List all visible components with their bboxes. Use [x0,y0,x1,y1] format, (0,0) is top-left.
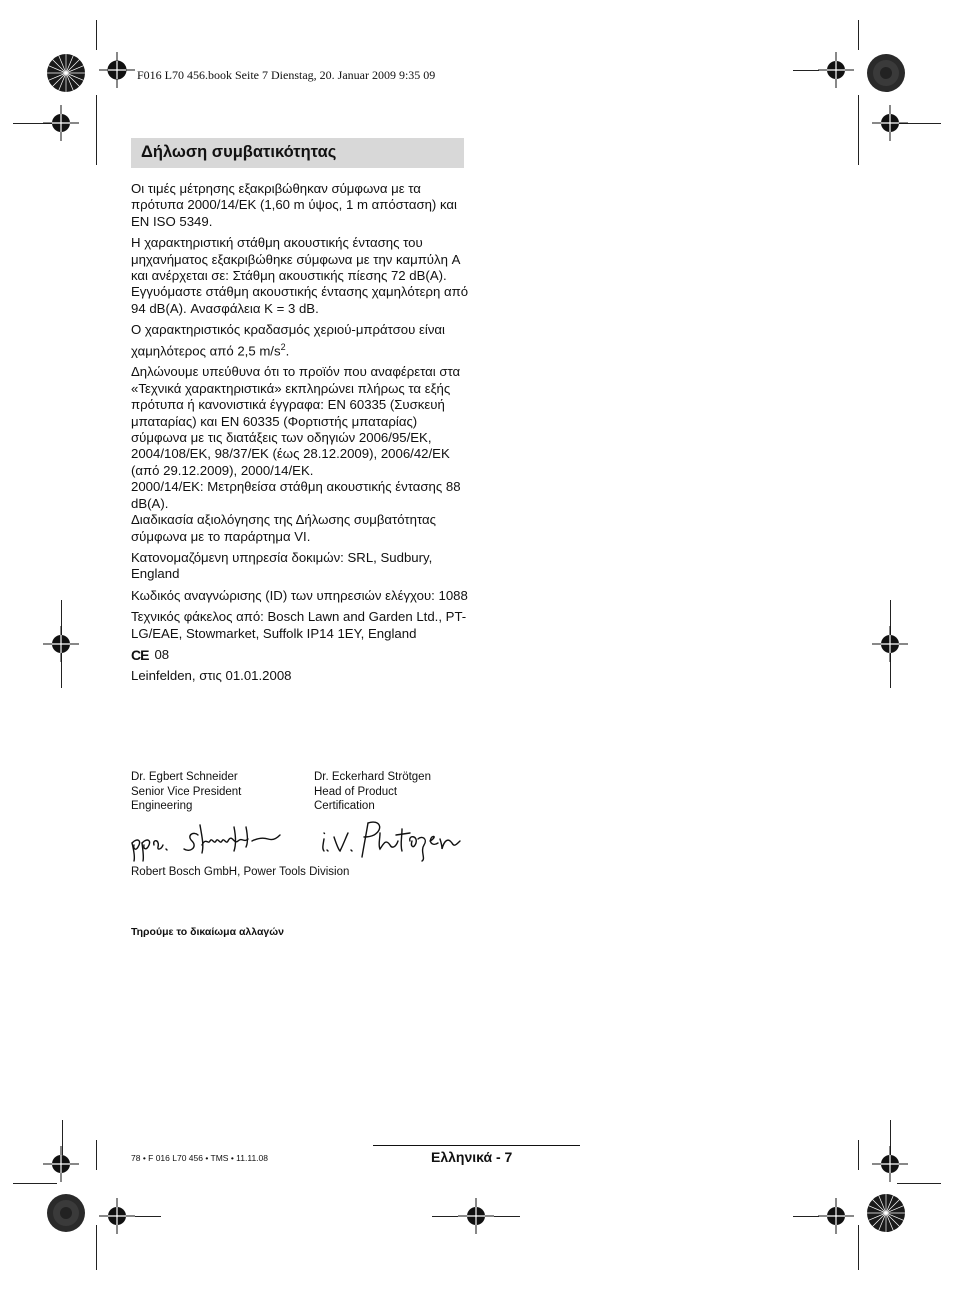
paragraph-test-id: Κωδικός αναγνώρισης (ID) των υπηρεσιών ελέγχου: 1088 [131,587,468,603]
paragraph-measurement: Οι τιμές μέτρησης εξακριβώθηκαν σύμφωνα με τα πρότυπα 2000/14/ΕΚ (1,60 m ύψος, 1 m απόσταση) και EN ISO 5349. [131,181,457,229]
radial-color-target-icon [46,53,86,93]
signature-2-image [318,815,464,863]
registration-crosshair-icon [872,1146,908,1182]
paragraph-conformity: Δηλώνουμε υπεύθυνα ότι το προϊόν που αναφέρεται στα «Τεχνικά χαρακτηριστικά» εκπληρώνει πλήρως τα εξής πρότυπα ή κανονιστικά έγγραφα: EN 60335 (Συσκευή μπαταρίας) και EN 60335 (Φορτιστής μπαταρίας) σύμφωνα με τις διατάξεις των οδηγιών 2006/95/ΕΚ, 2004/108/ΕΚ, 98/37/ΕΚ (έως 28.12.2009), 2006/42/ΕΚ (από 29.12.2009), 2000/14/ΕΚ. [131,364,461,478]
registration-crosshair-icon [818,52,854,88]
ce-mark-icon: CE [131,646,149,663]
radial-color-target-icon [866,1193,906,1233]
company-name: Robert Bosch GmbH, Power Tools Division [131,866,350,878]
print-header: F016 L70 456.book Seite 7 Dienstag, 20. Januar 2009 9:35 09 [137,68,436,82]
signatory-name: Dr. Eckerhard Strötgen [314,771,431,783]
signature-1-image [128,815,283,863]
rights-notice: Τηρούμε το δικαίωμα αλλαγών [131,926,284,938]
registration-crosshair-icon [872,626,908,662]
paragraph-vibration [131,322,471,359]
paragraph-test-body: Κατονομαζόμενη υπηρεσία δοκιμών: SRL, Sudbury, England [131,549,433,582]
registration-crosshair-icon [43,626,79,662]
footer-page-label: Ελληνικά - 7 [431,1149,513,1165]
registration-crosshair-icon [458,1198,494,1234]
radial-color-target-icon [46,1193,86,1233]
signatory-role: Engineering [131,800,193,813]
footer-code: 78 • F 016 L70 456 • TMS • 11.11.08 [131,1153,268,1163]
registration-crosshair-icon [99,1198,135,1234]
signatory-role: Certification [314,800,375,813]
vibration-period: . [285,343,290,359]
vibration-superscript: 2 [280,341,286,352]
footer-rule [373,1145,580,1146]
signatory-role: Head of Product [314,785,398,798]
signatory-name: Dr. Egbert Schneider [131,771,238,783]
signatory-1 [131,770,241,814]
ce-marking-line [131,647,471,663]
registration-crosshair-icon [872,105,908,141]
registration-crosshair-icon [43,1146,79,1182]
section-title: Δήλωση συμβατικότητας [141,143,337,161]
paragraph-tech-file: Τεχνικός φάκελος από: Bosch Lawn and Garden Ltd., PT-LG/EAE, Stowmarket, Suffolk IP14 1EY, England [131,609,467,641]
registration-crosshair-icon [99,52,135,88]
registration-crosshair-icon [818,1198,854,1234]
signatory-2 [314,770,431,814]
vibration-text: Ο χαρακτηριστικός κραδασμός χεριού-μπράτσου είναι χαμηλότερος από 2,5 m/s [131,322,445,359]
declaration-body [131,181,471,690]
place-date: Leinfelden, στις 01.01.2008 [131,668,292,684]
paragraph-procedure: Διαδικασία αξιολόγησης της Δήλωσης συμβατότητας σύμφωνα με το παράρτημα VI. [131,512,436,544]
ce-year: 08 [154,646,170,662]
radial-color-target-icon [866,53,906,93]
registration-crosshair-icon [43,105,79,141]
paragraph-measured-noise: 2000/14/ΕΚ: Μετρηθείσα στάθμη ακουστικής έντασης 88 dB(A). [131,479,461,511]
signatory-role: Senior Vice President [131,785,242,798]
paragraph-noise-level: Η χαρακτηριστική στάθμη ακουστικής έντασης του μηχανήματος εξακριβώθηκε σύμφωνα με την καμπύλη A και ανέρχεται σε: Στάθμη ακουστικής πίεσης 72 dB(A). Εγγυόμαστε στάθμη ακουστικής έντασης χαμηλότερη από 94 dB(A). Ανασφάλεια K = 3 dB. [131,235,469,316]
